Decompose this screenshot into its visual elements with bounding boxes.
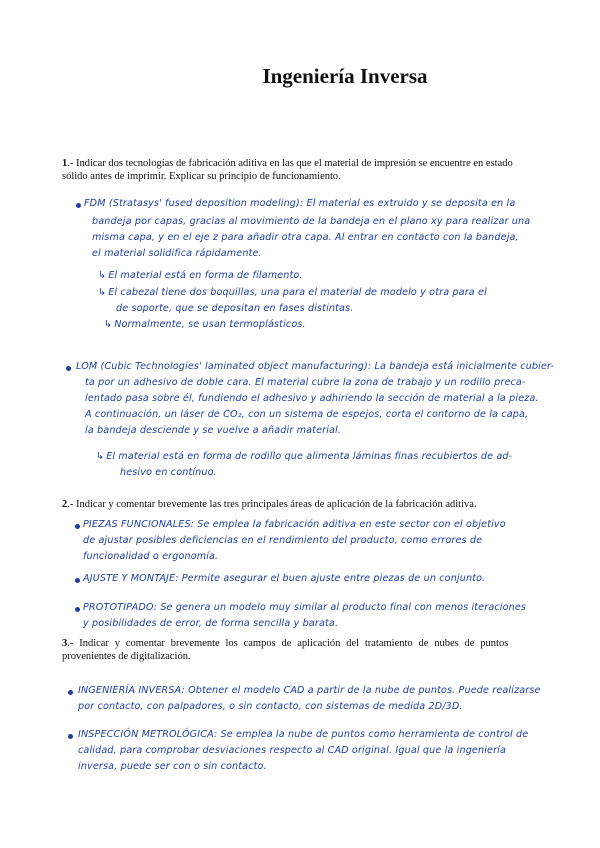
sub-point-line: de soporte, que se depositan en fases distintas.: [116, 303, 354, 314]
sub-point: [96, 449, 512, 481]
arrow-icon: ↳: [96, 451, 105, 462]
bullet-icon: [75, 578, 80, 583]
sub-point: [98, 268, 303, 284]
answer-functional-parts: [83, 517, 506, 565]
answer-line: INGENIERÍA INVERSA: Obtener el modelo CAD a partir de la nube de puntos. Puede realizarse: [78, 685, 541, 696]
question-2: [62, 498, 540, 511]
question-text-line: sólido antes de imprimir. Explicar su principio de funcionamiento.: [62, 171, 341, 182]
answer-line: A continuación, un láser de CO₂, con un sistema de espejos, corta el contorno de la capa,: [85, 409, 529, 420]
bullet-icon: [68, 734, 73, 739]
answer-line: inversa, puede ser con o sin contacto.: [78, 761, 267, 772]
answer-line: por contacto, con palpadores, o sin contacto, con sistemas de medida 2D/3D.: [78, 701, 463, 712]
answer-lom: [76, 359, 554, 439]
arrow-icon: ↳: [98, 270, 107, 281]
answer-line: AJUSTE Y MONTAJE: Permite asegurar el buen ajuste entre piezas de un conjunto.: [83, 573, 486, 584]
answer-prototyping: [83, 600, 526, 632]
answer-line: y posibilidades de error, de forma sencilla y barata.: [83, 618, 339, 629]
question-number: 1: [62, 158, 68, 169]
question-text-line: .- Indicar dos tecnologías de fabricación aditiva en las que el material de impresión se encuentre en estado: [67, 158, 513, 169]
arrow-icon: ↳: [98, 287, 107, 298]
sub-point-line: El material está en forma de rodillo que alimenta láminas finas recubiertos de ad-: [106, 451, 513, 462]
sub-point-line: hesivo en contínuo.: [120, 467, 217, 478]
sub-point-line: Normalmente, se usan termoplásticos.: [114, 319, 306, 330]
answer-line: calidad, para comprobar desviaciones respecto al CAD original. Igual que la ingeniería: [78, 745, 507, 756]
sub-point: [104, 317, 306, 333]
question-number: 2: [62, 499, 68, 510]
answer-reverse-engineering: [78, 683, 541, 715]
answer-line: bandeja por capas, gracias al movimiento de la bandeja en el plano xy para realizar una: [92, 216, 531, 227]
question-number: 3: [62, 638, 68, 649]
sub-point: [98, 285, 487, 317]
question-text-line: .- Indicar y comentar brevemente las tres principales áreas de aplicación de la fabricación aditiva.: [67, 499, 477, 510]
answer-line: ta por un adhesivo de doble cara. El material cubre la zona de trabajo y un rodillo preca-: [85, 377, 526, 388]
answer-metrological-inspection: [78, 727, 528, 775]
answer-line: LOM (Cubic Technologies' laminated object manufacturing): La bandeja está inicialmente cubier-: [76, 361, 555, 372]
answer-fdm: [84, 196, 515, 212]
answer-line: PIEZAS FUNCIONALES: Se emplea la fabricación aditiva en este sector con el objetivo: [83, 519, 506, 530]
bullet-icon: [68, 690, 73, 695]
answer-line: lentado pasa sobre él, fundiendo el adhesivo y adhiriendo la sección de material a la pieza.: [85, 393, 539, 404]
answer-line: de ajustar posibles deficiencias en el rendimiento del producto, como errores de: [83, 535, 483, 546]
arrow-icon: ↳: [104, 319, 113, 330]
answer-fit-assembly: [83, 571, 485, 587]
bullet-icon: [66, 366, 71, 371]
answer-line: PROTOTIPADO: Se genera un modelo muy similar al producto final con menos iteraciones: [83, 602, 527, 613]
answer-fdm-cont: [92, 214, 530, 262]
answer-line: INSPECCIÓN METROLÓGICA: Se emplea la nube de puntos como herramienta de control de: [78, 729, 529, 740]
sub-point-line: El cabezal tiene dos boquillas, una para el material de modelo y otra para el: [108, 287, 487, 298]
answer-line: el material solidifica rápidamente.: [92, 248, 262, 259]
question-text-line: provenientes de digitalización.: [62, 651, 191, 662]
sub-point-line: El material está en forma de filamento.: [108, 270, 303, 281]
bullet-icon: [76, 203, 81, 208]
question-3: [62, 637, 540, 663]
question-1: [62, 157, 540, 183]
answer-line: la bandeja desciende y se vuelve a añadir material.: [85, 425, 342, 436]
bullet-icon: [75, 524, 80, 529]
bullet-icon: [75, 607, 80, 612]
question-text-line: .- Indicar y comentar brevemente los campos de aplicación del tratamiento de nubes de puntos: [67, 638, 509, 649]
answer-line: funcionalidad o ergonomía.: [83, 551, 219, 562]
answer-line: misma capa, y en el eje z para añadir otra capa. Al entrar en contacto con la bandeja,: [92, 232, 519, 243]
answer-line: FDM (Stratasys' fused deposition modeling): El material es extruido y se deposita en la: [84, 198, 516, 209]
page-title: Ingeniería Inversa: [262, 64, 428, 88]
